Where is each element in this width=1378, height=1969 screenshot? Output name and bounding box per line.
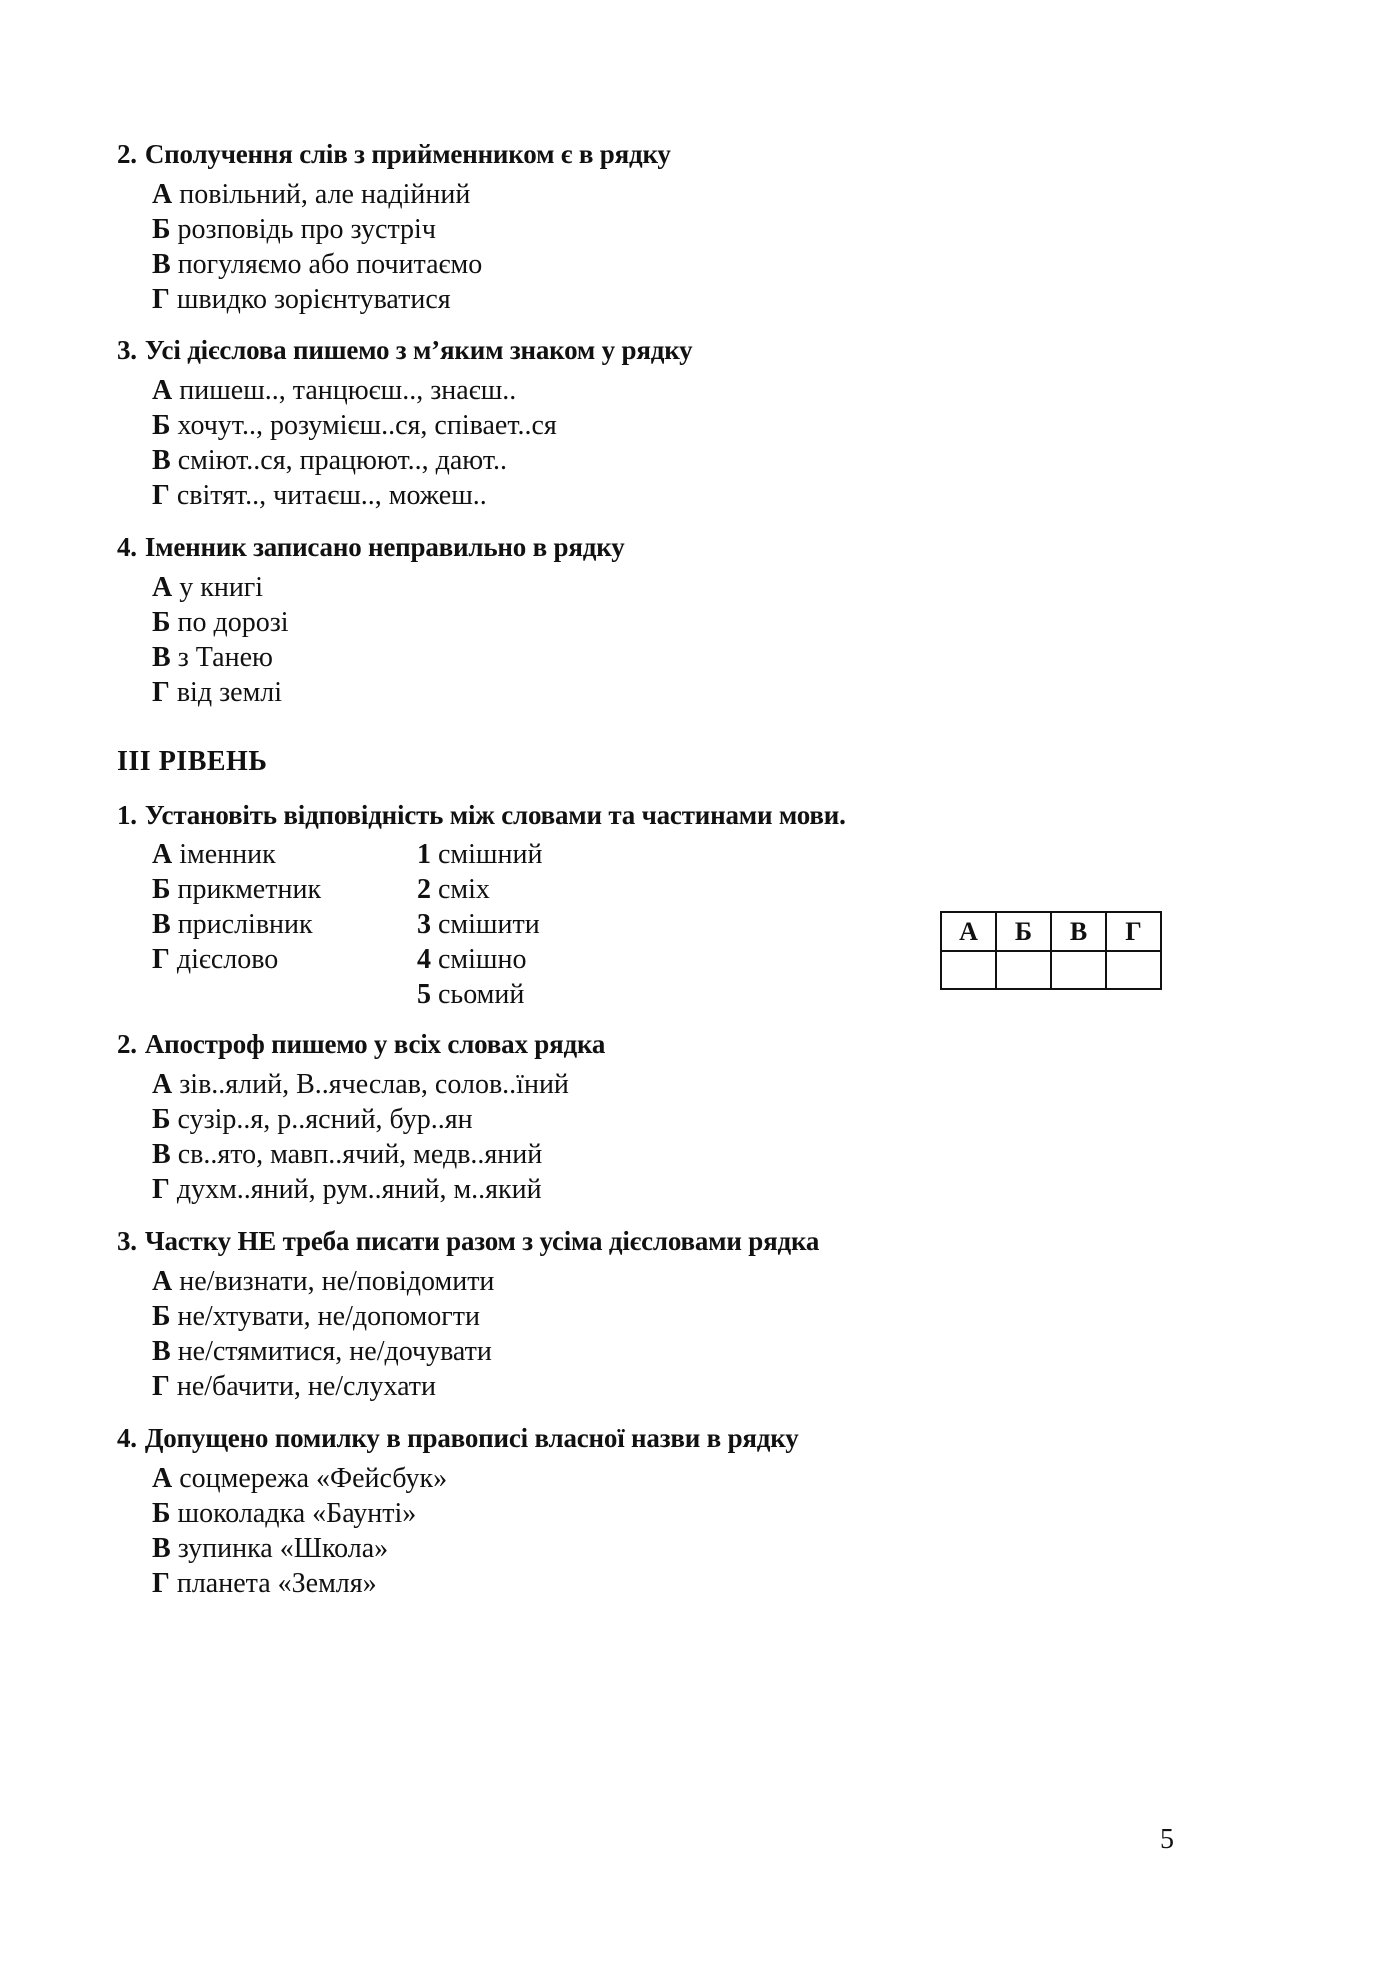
question-number: 2. (117, 1029, 137, 1059)
option-text: дієслово (176, 944, 279, 975)
question-title (117, 1223, 1257, 1259)
option-v (152, 443, 1257, 478)
question-4-proper-names (117, 1420, 1257, 1601)
option-letter: Г (152, 944, 170, 975)
question-text: Апостроф пишемо у всіх словах рядка (144, 1029, 606, 1059)
option-letter: Б (152, 214, 171, 245)
option-b (152, 408, 1257, 443)
question-title (117, 1026, 1257, 1062)
question-title (117, 332, 1257, 368)
option-letter: Б (152, 1498, 171, 1529)
question-title (117, 529, 1257, 565)
option-text: зів..ялий, В..ячеслав, солов..їний (179, 1069, 569, 1100)
grid-header-h: Г (1106, 912, 1161, 951)
answer-options (152, 1461, 1257, 1601)
option-letter: А (152, 375, 173, 406)
grid-header-a: А (941, 912, 996, 951)
option-a (152, 1067, 1257, 1102)
match-right-2 (417, 872, 677, 907)
option-text: духм..яний, рум..яний, м..який (176, 1174, 542, 1205)
option-b (152, 212, 1257, 247)
question-number: 1. (117, 800, 137, 830)
option-h (152, 478, 1257, 513)
option-text: від землі (176, 677, 283, 708)
option-text: пишеш.., танцюєш.., знаєш.. (179, 375, 517, 406)
question-text: Установіть відповідність між словами та частинами мови. (144, 800, 846, 830)
option-number: 2 (417, 874, 431, 905)
answer-options (152, 1067, 1257, 1207)
option-text: смішно (438, 944, 527, 975)
question-number: 4. (117, 1423, 137, 1453)
option-number: 4 (417, 944, 431, 975)
option-a (152, 177, 1257, 212)
match-right-1 (417, 837, 677, 872)
option-text: планета «Земля» (176, 1568, 377, 1599)
option-letter: Г (152, 284, 170, 315)
option-letter: Б (152, 1301, 171, 1332)
option-text: св..ято, мавп..ячий, медв..яний (177, 1139, 543, 1170)
question-4-noun-error (117, 529, 1257, 710)
option-h (152, 1369, 1257, 1404)
answer-options (152, 177, 1257, 317)
match-left-h (152, 942, 412, 977)
words-list (417, 837, 677, 1012)
match-left-b (152, 872, 412, 907)
option-letter: Б (152, 410, 171, 441)
option-number: 5 (417, 979, 431, 1010)
match-left-v (152, 907, 412, 942)
option-text: не/хтувати, не/допомогти (177, 1301, 480, 1332)
grid-header-b: Б (996, 912, 1051, 951)
question-text: Допущено помилку в правописі власної назви в рядку (144, 1423, 799, 1453)
question-number: 4. (117, 532, 137, 562)
question-number: 2. (117, 139, 137, 169)
option-b (152, 1102, 1257, 1137)
option-letter: В (152, 909, 171, 940)
option-text: іменник (179, 839, 276, 870)
option-text: прислівник (177, 909, 313, 940)
option-text: прикметник (177, 874, 322, 905)
option-v (152, 1531, 1257, 1566)
option-text: смішний (438, 839, 543, 870)
match-right-5 (417, 977, 677, 1012)
option-letter: Г (152, 1568, 170, 1599)
option-letter: В (152, 445, 171, 476)
option-letter: Б (152, 1104, 171, 1135)
option-text: світят.., читаєш.., можеш.. (176, 480, 487, 511)
answer-options (152, 373, 1257, 513)
option-text: сузір..я, р..ясний, бур..ян (177, 1104, 473, 1135)
question-title (117, 136, 1257, 172)
option-a (152, 373, 1257, 408)
option-h (152, 675, 1257, 710)
grid-cell-a[interactable] (941, 951, 996, 989)
option-number: 1 (417, 839, 431, 870)
match-right-4 (417, 942, 677, 977)
option-text: хочут.., розумієш..ся, співает..ся (177, 410, 557, 441)
option-text: повільний, але надійний (179, 179, 471, 210)
option-letter: А (152, 839, 173, 870)
option-text: у книгі (179, 572, 264, 603)
option-h (152, 1172, 1257, 1207)
option-number: 3 (417, 909, 431, 940)
option-text: швидко зорієнтуватися (176, 284, 451, 315)
grid-header-v: В (1051, 912, 1106, 951)
option-letter: Г (152, 677, 170, 708)
match-left-a (152, 837, 412, 872)
option-h (152, 1566, 1257, 1601)
level-3-heading: ІІІ РІВЕНЬ (117, 746, 268, 777)
question-text: Сполучення слів з прийменником є в рядку (144, 139, 671, 169)
option-text: не/бачити, не/слухати (176, 1371, 437, 1402)
option-v (152, 247, 1257, 282)
option-letter: А (152, 1266, 173, 1297)
question-number: 3. (117, 335, 137, 365)
option-letter: А (152, 572, 173, 603)
answer-options (152, 1264, 1257, 1404)
option-b (152, 1496, 1257, 1531)
question-text: Іменник записано неправильно в рядку (144, 532, 625, 562)
answer-options (152, 570, 1257, 710)
option-a (152, 1264, 1257, 1299)
option-letter: Г (152, 480, 170, 511)
question-number: 3. (117, 1226, 137, 1256)
option-v (152, 1137, 1257, 1172)
answer-grid-header-row (941, 912, 1161, 951)
option-text: сьомий (438, 979, 525, 1010)
option-a (152, 570, 1257, 605)
match-right-3 (417, 907, 677, 942)
option-letter: В (152, 249, 171, 280)
option-text: зупинка «Школа» (177, 1533, 389, 1564)
option-letter: В (152, 1336, 171, 1367)
grid-cell-b[interactable] (996, 951, 1051, 989)
answer-grid (940, 911, 1162, 990)
option-letter: Г (152, 1174, 170, 1205)
option-letter: А (152, 1463, 173, 1494)
option-h (152, 282, 1257, 317)
option-text: сміют..ся, працюют.., дают.. (177, 445, 507, 476)
option-text: погуляємо або почитаємо (177, 249, 483, 280)
option-letter: В (152, 642, 171, 673)
question-3-soft-sign (117, 332, 1257, 513)
option-letter: Б (152, 607, 171, 638)
option-v (152, 1334, 1257, 1369)
option-text: сміх (438, 874, 490, 905)
parts-of-speech-list (152, 837, 412, 977)
option-text: по дорозі (177, 607, 289, 638)
question-text: Усі дієслова пишемо з м’яким знаком у рядку (144, 335, 693, 365)
option-letter: В (152, 1139, 171, 1170)
option-letter: А (152, 179, 173, 210)
option-a (152, 1461, 1257, 1496)
option-text: соцмережа «Фейсбук» (179, 1463, 448, 1494)
option-text: шоколадка «Баунті» (177, 1498, 417, 1529)
question-2-apostrophe (117, 1026, 1257, 1207)
question-3-particle-ne (117, 1223, 1257, 1404)
option-v (152, 640, 1257, 675)
question-title (117, 1420, 1257, 1456)
option-text: з Танею (177, 642, 273, 673)
question-1-matching (117, 797, 1257, 833)
option-letter: Б (152, 874, 171, 905)
option-b (152, 1299, 1257, 1334)
option-text: розповідь про зустріч (177, 214, 436, 245)
question-2-prepositions (117, 136, 1257, 317)
page-number: 5 (1160, 1824, 1174, 1855)
grid-cell-h[interactable] (1106, 951, 1161, 989)
option-letter: А (152, 1069, 173, 1100)
question-text: Частку НЕ треба писати разом з усіма дієсловами рядка (144, 1226, 820, 1256)
option-text: смішити (438, 909, 540, 940)
question-title (117, 797, 1257, 833)
option-b (152, 605, 1257, 640)
answer-grid-blank-row (941, 951, 1161, 989)
option-letter: В (152, 1533, 171, 1564)
option-text: не/стямитися, не/дочувати (177, 1336, 492, 1367)
option-text: не/визнати, не/повідомити (179, 1266, 495, 1297)
grid-cell-v[interactable] (1051, 951, 1106, 989)
option-letter: Г (152, 1371, 170, 1402)
